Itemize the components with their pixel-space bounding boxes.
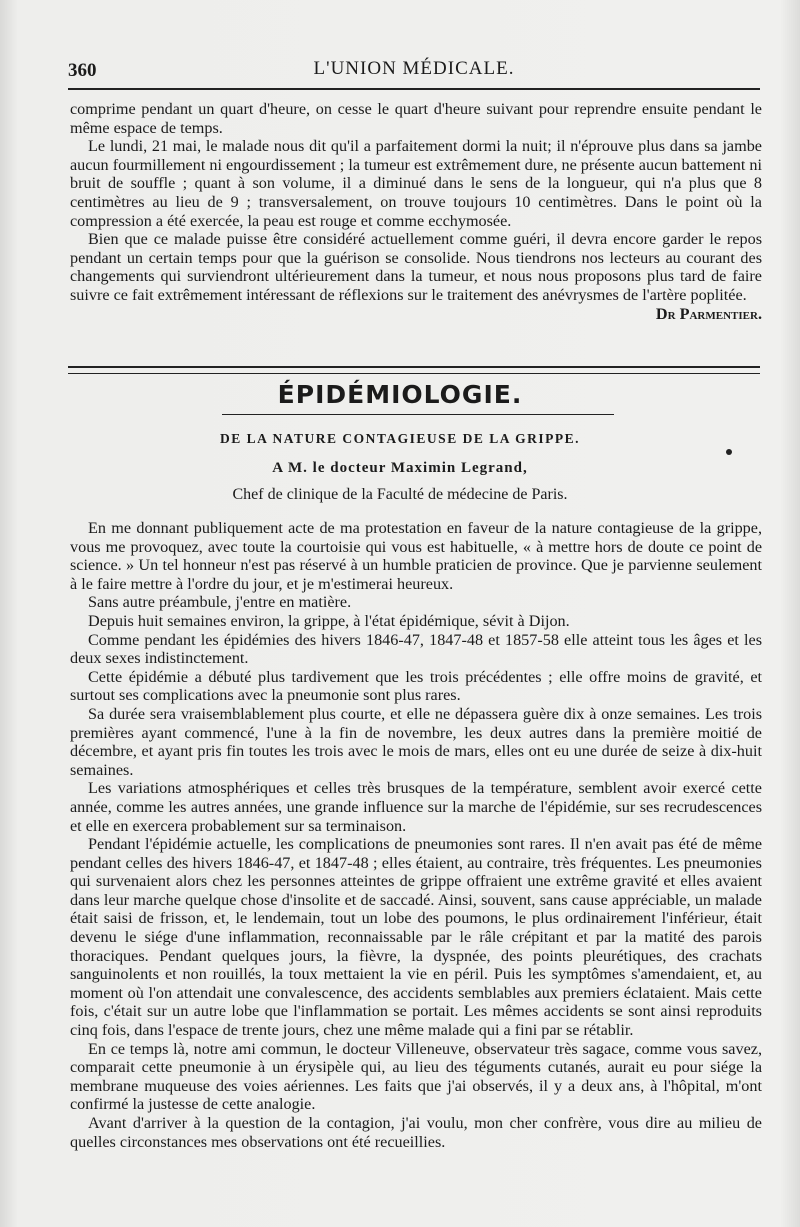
paragraph: Avant d'arriver à la question de la contagion, j'ai voulu, mon cher confrère, vous dire au milieu de quelles circonstances mes observations ont été recueillies.	[70, 1114, 762, 1151]
paragraph: Les variations atmosphériques et celles très brusques de la température, semblent avoir exercé cette année, comme les autres années, une grande influence sur la marche de l'épidémie, sur ses recrudescences et elle en exercera probablement sur sa terminaison.	[70, 779, 762, 835]
article-body	[70, 519, 762, 1151]
paragraph: Comme pendant les épidémies des hivers 1846-47, 1847-48 et 1857-58 elle atteint tous les âges et les deux sexes indistinctement.	[70, 630, 762, 668]
header-rule	[68, 88, 760, 90]
page-header	[68, 56, 760, 84]
previous-article-ending	[70, 100, 762, 323]
ink-dot	[726, 449, 732, 455]
paragraph: Pendant l'épidémie actuelle, les complications de pneumonies sont rares. Il n'en avait pas été de même pendant celles des hivers 1846-47, et 1847-48 ; elles étaient, au contraire, très fréquentes. Les pneumonies qui survenaient alors chez les personnes atteintes de grippe offraient une extrême gravité et elles avaient dans leur marche quelque chose d'insolite et de saccadé. Ainsi, souvent, sans cause appréciable, un malade était saisi de frisson, et, le lendemain, tout un lobe des poumons, le plus ordinairement l'inférieur, était devenu le siége d'une inflammation, reconnaissable par le râle crépitant et par la matité des parois thoraciques. Pendant quelques jours, la fièvre, la dyspnée, des points pleurétiques, des crachats sanguinolents et non rouillés, la toux mettaient la vie en péril. Puis les symptômes s'amendaient, et, au moment où l'on attendait une convalescence, des accidents semblables aux premiers éclataient. Mais cette fois, c'était sur un autre lobe que l'inflammation se portait. Les mêmes accidents se sont ainsi reproduits cinq fois, dans l'espace de trente jours, chez une même malade qui a fini par se rétablir.	[70, 835, 762, 1040]
paragraph: Depuis huit semaines environ, la grippe, à l'état épidémique, sévit à Dijon.	[88, 611, 570, 630]
paragraph: Sa durée sera vraisemblablement plus courte, et elle ne dépassera guère dix à onze semaines. Les trois premières ayant commencé, l'une à la fin de novembre, les deux autres dans la première moitié de décembre, et ayant pris fin toutes les trois avec le mois de mars, elles ont eu une durée de seize à dix-huit semaines.	[70, 704, 762, 779]
addressee-affiliation: Chef de clinique de la Faculté de médecine de Paris.	[232, 486, 568, 503]
paragraph: En ce temps là, notre ami commun, le docteur Villeneuve, observateur très sagace, comme vous savez, comparait cette pneumonie à un érysipèle qui, au lieu des téguments cutanés, aurait eu pour siége la membrane muqueuse des voies aériennes. Les faits que j'ai observés, il y a deux ans, à l'hôpital, m'ont confirmé la justesse de cette analogie.	[70, 1039, 762, 1114]
section-title: ÉPIDÉMIOLOGIE.	[277, 380, 523, 409]
paragraph: Cette épidémie a débuté plus tardivement que les trois précédentes ; elle offre moins de gravité, et surtout ses complications avec la pneumonie sont plus rares.	[70, 667, 762, 705]
paragraph: Bien que ce malade puisse être considéré actuellement comme guéri, il devra encore garder le repos pendant un certain temps pour que la guérison se consolide. Nous tiendrons nos lecteurs au courant des changements qui surviendront ultérieurement dans la tumeur, et nous nous proposons plus tard de faire suivre ce fait extrêmement intéressant de réflexions sur le traitement des anévrysmes de l'artère poplitée.	[70, 230, 762, 304]
author-signature: Dr Parmentier.	[655, 304, 762, 323]
paragraph: Le lundi, 21 mai, le malade nous dit qu'il a parfaitement dormi la nuit; il n'éprouve plus dans sa jambe aucun fourmillement ni engourdissement ; la tumeur est extrêmement dure, ne présente aucun battement ni bruit de souffle ; quant à son volume, il a diminué dans le sens de la longueur, qui n'a plus que 8 centimètres au lieu de 9 ; transversalement, on trouve toujours 10 centimètres. Dans le point où la compression a été exercée, la peau est rouge et comme ecchymosée.	[70, 137, 762, 230]
title-rule	[222, 414, 614, 415]
article-title: DE LA NATURE CONTAGIEUSE DE LA GRIPPE.	[220, 431, 580, 446]
addressee-line: A M. le docteur Maximin Legrand,	[272, 460, 528, 476]
section-divider	[68, 366, 760, 374]
paragraph: comprime pendant un quart d'heure, on cesse le quart d'heure suivant pour reprendre ensuite pendant le même espace de temps.	[70, 100, 762, 137]
page-number: 360	[68, 60, 97, 81]
running-head: L'UNION MÉDICALE.	[313, 58, 515, 79]
paragraph: Sans autre préambule, j'entre en matière.	[88, 593, 352, 612]
paragraph: En me donnant publiquement acte de ma protestation en faveur de la nature contagieuse de la grippe, vous me provoquez, avec toute la courtoisie qui vous est habituelle, « à mettre hors de doute ce point de science. » Un tel honneur n'est pas réservé à un humble praticien de province. Que je parvienne seulement à le faire mettre à l'ordre du jour, et je m'estimerai heureux.	[70, 519, 762, 593]
